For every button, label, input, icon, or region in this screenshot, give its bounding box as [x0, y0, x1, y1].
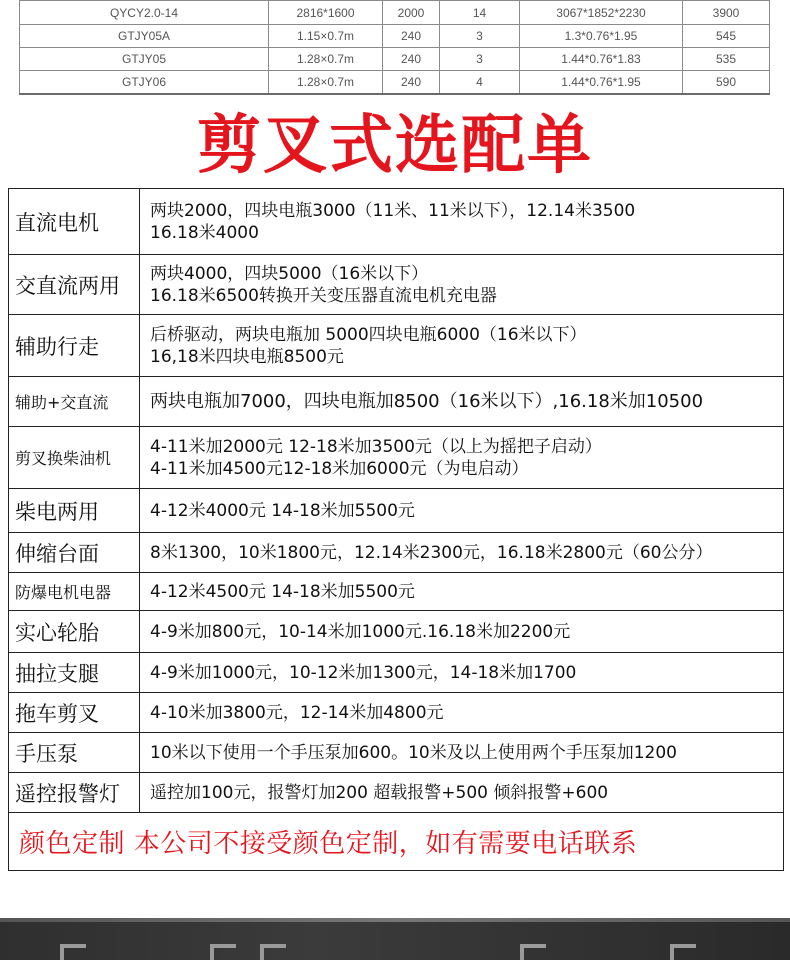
- options-table: [8, 188, 784, 871]
- spec-row: [20, 48, 770, 71]
- option-value: [140, 255, 784, 315]
- spec-cell: QYCY2.0-14: [20, 1, 269, 25]
- option-row: [9, 315, 784, 377]
- bottom-banner: [0, 918, 790, 960]
- spec-cell: 1.44*0.76*1.83: [520, 48, 683, 71]
- spec-cell: 3900: [683, 1, 770, 25]
- option-row: [9, 573, 784, 611]
- option-row: [9, 733, 784, 773]
- option-row: [9, 189, 784, 255]
- spec-cell: 3067*1852*2230: [520, 1, 683, 25]
- option-label: 柴电两用: [9, 489, 140, 533]
- option-row: [9, 693, 784, 733]
- footer-row: [9, 813, 784, 871]
- option-value: [140, 427, 784, 489]
- spec-cell: 240: [383, 71, 440, 95]
- banner-glyph: [210, 944, 236, 960]
- option-value: [140, 693, 784, 733]
- spec-cell: 1.44*0.76*1.95: [520, 71, 683, 95]
- option-label: 伸缩台面: [9, 533, 140, 573]
- option-label: 直流电机: [9, 189, 140, 255]
- option-value: [140, 611, 784, 653]
- spec-cell: 2000: [383, 1, 440, 25]
- page-title: 剪叉式选配单: [197, 109, 593, 183]
- option-line: 后桥驱动，两块电瓶加 5000四块电瓶6000（16米以下）: [150, 324, 587, 345]
- option-row: [9, 773, 784, 813]
- option-label: 防爆电机电器: [9, 573, 140, 611]
- spec-cell: 590: [683, 71, 770, 95]
- option-line: 4-11米加2000元 12-18米加3500元（以上为摇把子启动）: [150, 436, 602, 457]
- spec-cell: 1.28×0.7m: [269, 48, 383, 71]
- option-value: [140, 189, 784, 255]
- option-row: [9, 533, 784, 573]
- option-value: [140, 489, 784, 533]
- option-line: 两块4000，四块5000（16米以下）: [150, 263, 429, 284]
- option-line: 16.18米4000: [150, 222, 259, 243]
- option-line: 8米1300，10米1800元，12.14米2300元，16.18米2800元（60公分）: [150, 542, 713, 563]
- banner-glyph: [260, 944, 286, 960]
- banner-highlight: [0, 918, 790, 922]
- option-line: 10米以下使用一个手压泵加600。10米及以上使用两个手压泵加1200: [150, 742, 677, 763]
- spec-cell: GTJY05: [20, 48, 269, 71]
- spec-cell: 3: [440, 25, 520, 48]
- spec-row: [20, 25, 770, 48]
- option-line: 16.18米6500转换开关变压器直流电机充电器: [150, 285, 497, 306]
- option-row: [9, 427, 784, 489]
- option-value: [140, 733, 784, 773]
- spec-cell: 240: [383, 48, 440, 71]
- banner-glyph: [520, 944, 546, 960]
- option-line: 4-12米4000元 14-18米加5500元: [150, 500, 415, 521]
- option-label: 辅助行走: [9, 315, 140, 377]
- option-line: 遥控加100元，报警灯加200 超载报警+500 倾斜报警+600: [150, 782, 609, 803]
- option-row: [9, 653, 784, 693]
- option-row: [9, 611, 784, 653]
- option-value: [140, 533, 784, 573]
- spec-cell: 2816*1600: [269, 1, 383, 25]
- spec-cell: 240: [383, 25, 440, 48]
- spec-cell: 1.3*0.76*1.95: [520, 25, 683, 48]
- option-line: 4-10米加3800元，12-14米加4800元: [150, 702, 444, 723]
- spec-table: [19, 0, 770, 95]
- footer-note: 颜色定制 本公司不接受颜色定制，如有需要电话联系: [9, 813, 784, 871]
- spec-row: [20, 71, 770, 95]
- option-row: [9, 255, 784, 315]
- banner-glyph: [670, 944, 696, 960]
- option-label: 辅助+交直流: [9, 377, 140, 427]
- option-value: [140, 773, 784, 813]
- spec-cell: 14: [440, 1, 520, 25]
- spec-row: [20, 1, 770, 25]
- option-line: 4-9米加800元，10-14米加1000元.16.18米加2200元: [150, 621, 571, 642]
- option-value: [140, 653, 784, 693]
- option-row: [9, 377, 784, 427]
- option-value: [140, 573, 784, 611]
- option-label: 交直流两用: [9, 255, 140, 315]
- option-line: 两块2000，四块电瓶3000（11米、11米以下），12.14米3500: [150, 200, 636, 221]
- option-label: 抽拉支腿: [9, 653, 140, 693]
- option-row: [9, 489, 784, 533]
- option-line: 4-11米加4500元12-18米加6000元（为电启动）: [150, 458, 529, 479]
- spec-cell: 1.15×0.7m: [269, 25, 383, 48]
- option-label: 拖车剪叉: [9, 693, 140, 733]
- option-line: 两块电瓶加7000，四块电瓶加8500（16米以下）,16.18米加10500: [150, 390, 704, 412]
- banner-glyph: [60, 944, 86, 960]
- option-line: 4-9米加1000元，10-12米加1300元，14-18米加1700: [150, 662, 577, 683]
- spec-cell: 1.28×0.7m: [269, 71, 383, 95]
- option-value: [140, 315, 784, 377]
- option-line: 16,18米四块电瓶8500元: [150, 346, 344, 367]
- option-label: 剪叉换柴油机: [9, 427, 140, 489]
- spec-cell: 545: [683, 25, 770, 48]
- option-label: 实心轮胎: [9, 611, 140, 653]
- spec-cell: 535: [683, 48, 770, 71]
- option-value: [140, 377, 784, 427]
- spec-cell: GTJY06: [20, 71, 269, 95]
- spec-cell: 3: [440, 48, 520, 71]
- spec-cell: GTJY05A: [20, 25, 269, 48]
- option-label: 遥控报警灯: [9, 773, 140, 813]
- option-line: 4-12米4500元 14-18米加5500元: [150, 581, 415, 602]
- spec-cell: 4: [440, 71, 520, 95]
- option-label: 手压泵: [9, 733, 140, 773]
